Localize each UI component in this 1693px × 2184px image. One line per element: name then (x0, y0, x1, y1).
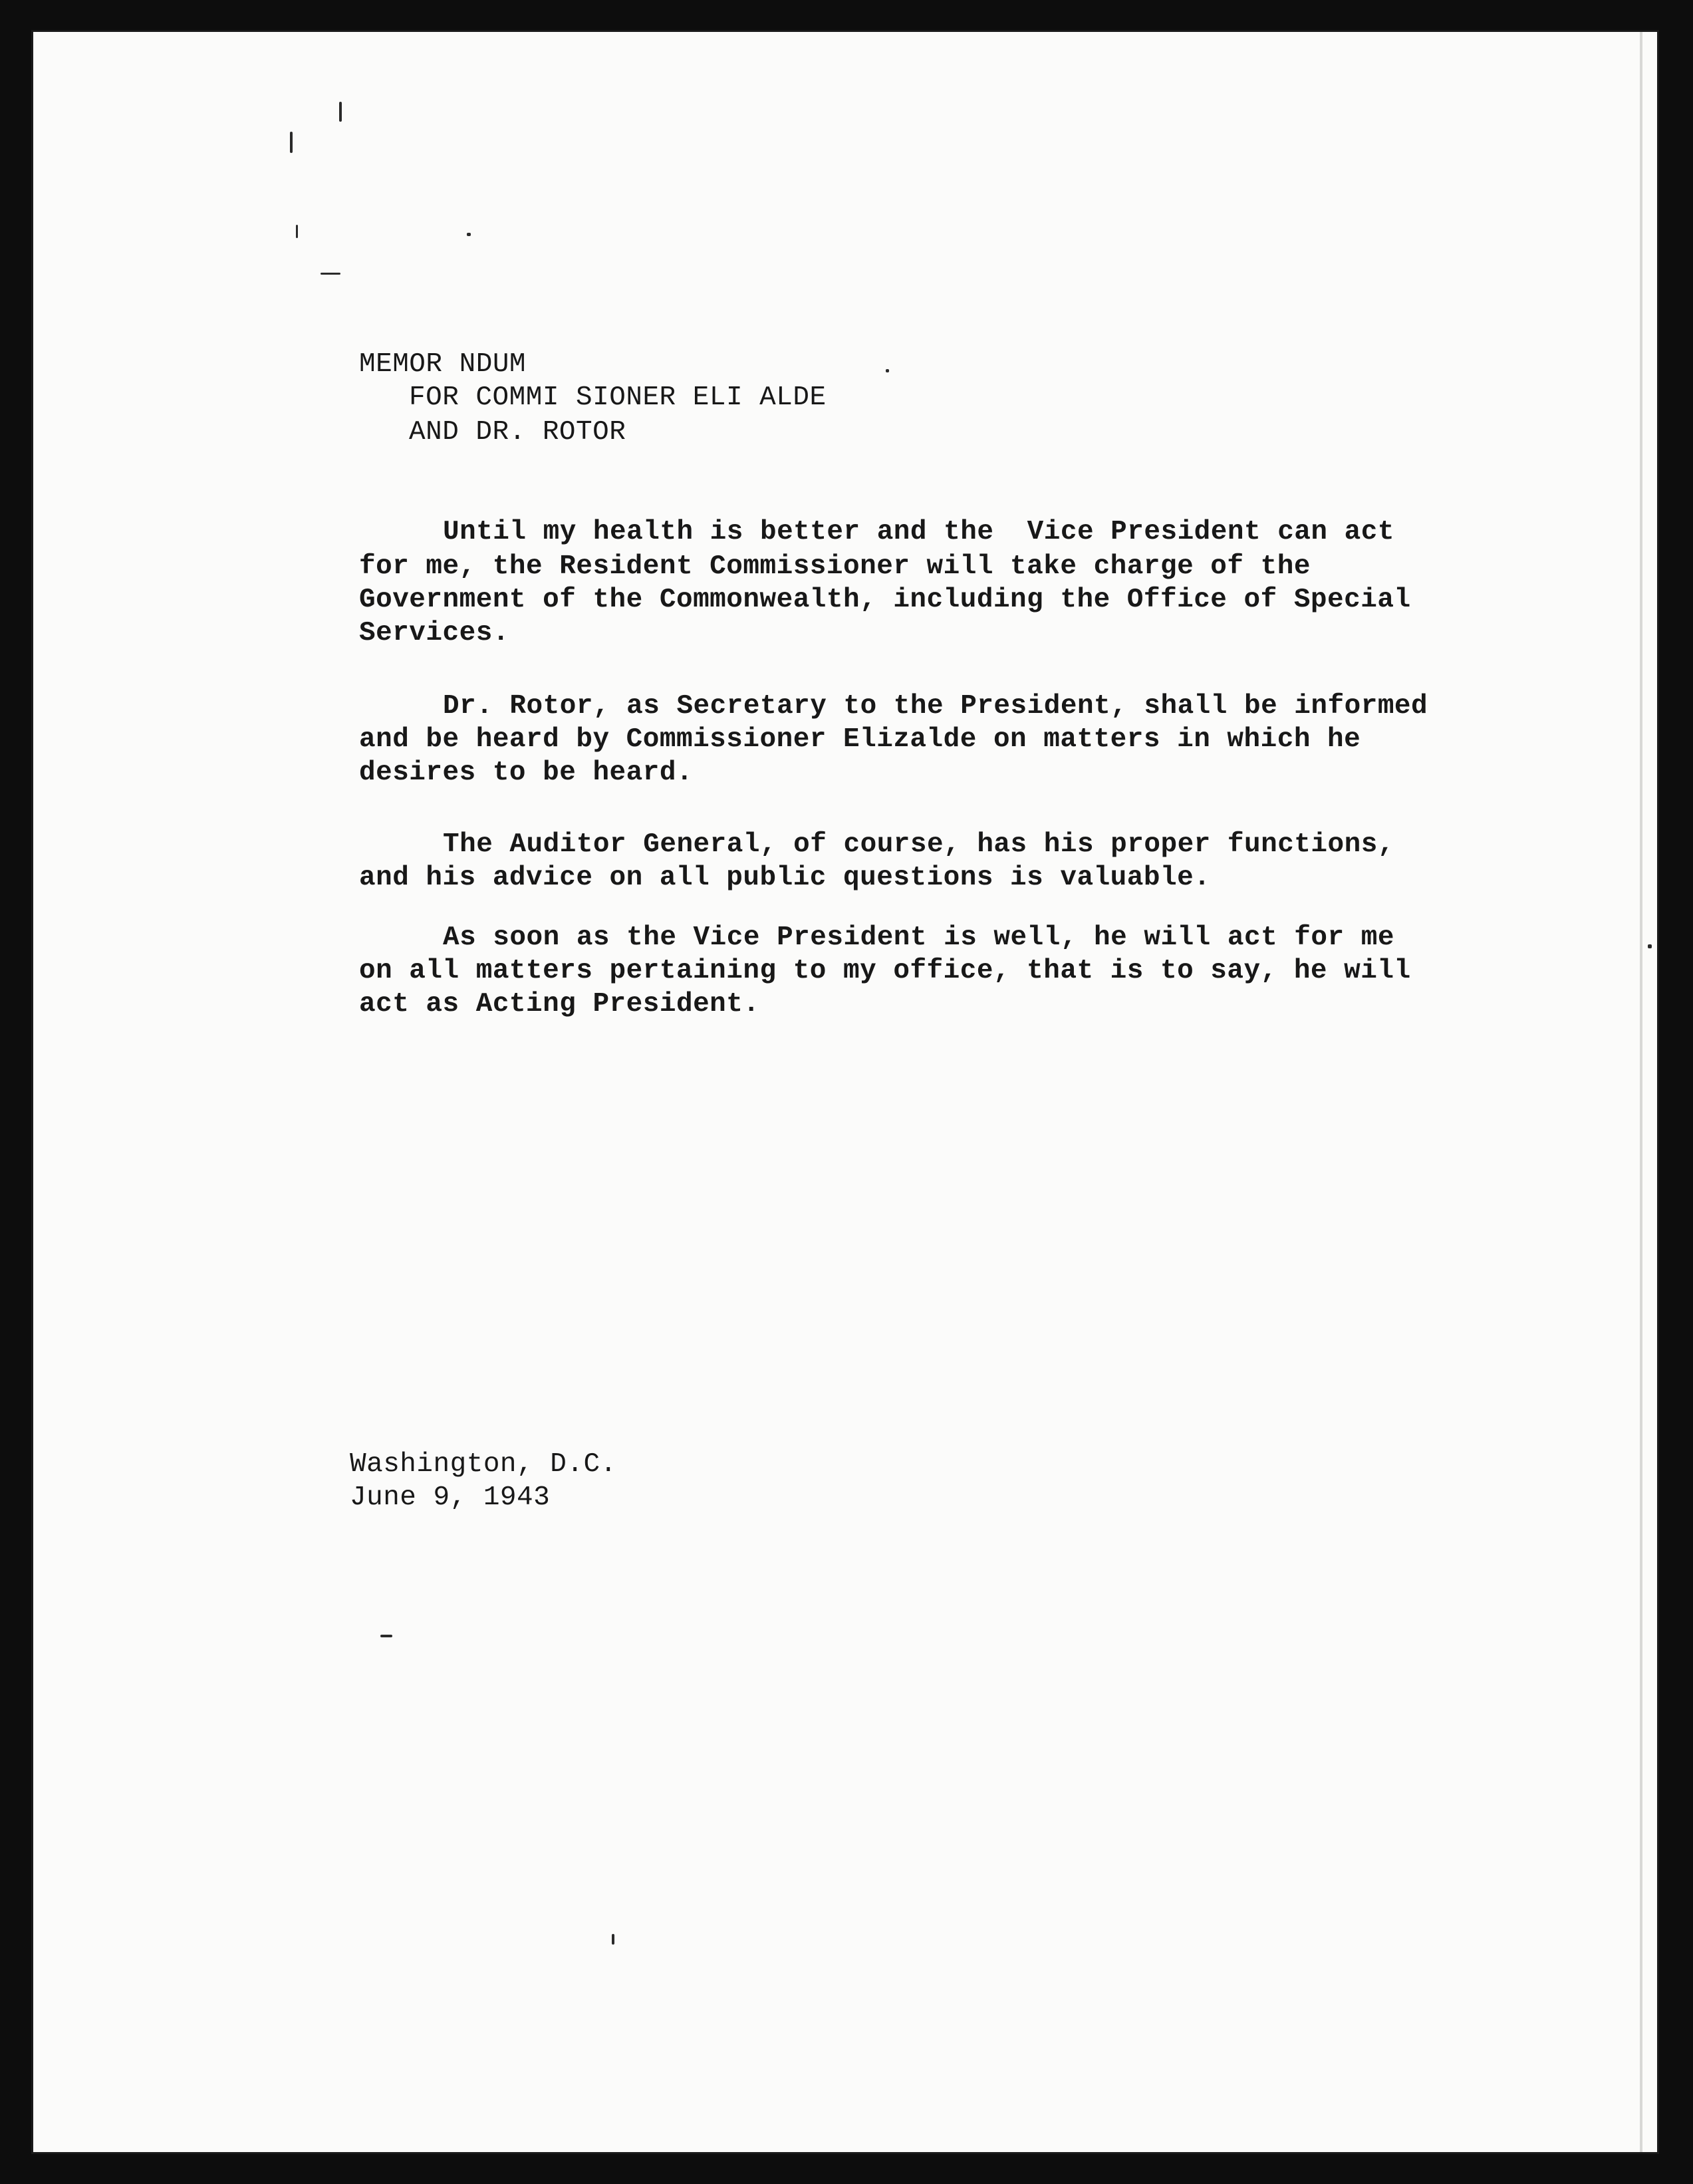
scan-mark (321, 273, 340, 275)
body-line: and his advice on all public questions is valuable. (359, 863, 1211, 893)
memo-addressee-line-1: FOR COMMI SIONER ELI ALDE (409, 382, 827, 413)
body-line: Dr. Rotor, as Secretary to the President, shall be informed (443, 691, 1428, 722)
scan-mark (886, 369, 889, 372)
body-line: desires to be heard. (359, 757, 694, 788)
body-line: Until my health is better and the Vice President can act (443, 517, 1394, 547)
memo-page (33, 32, 1657, 2152)
dateline-place: Washington, D.C. (350, 1449, 617, 1480)
body-line: As soon as the Vice President is well, he will act for me (443, 922, 1394, 953)
scan-mark (380, 1635, 392, 1637)
page-edge (1640, 32, 1642, 2152)
memo-heading: MEMOR NDUM (359, 349, 527, 380)
memo-addressee-line-2: AND DR. ROTOR (409, 417, 626, 448)
body-line: Services. (359, 618, 509, 648)
scan-mark (612, 1934, 614, 1945)
body-line: for me, the Resident Commissioner will take charge of the (359, 551, 1311, 582)
body-line: on all matters pertaining to my office, that is to say, he will (359, 956, 1411, 986)
body-line: The Auditor General, of course, has his proper functions, (443, 829, 1394, 860)
body-line: Government of the Commonwealth, including the Office of Special (359, 585, 1411, 615)
body-line: and be heard by Commissioner Elizalde on matters in which he (359, 724, 1361, 755)
scan-mark (296, 225, 298, 238)
body-line: act as Acting President. (359, 989, 760, 1020)
scan-mark (290, 132, 293, 153)
scan-mark (1648, 944, 1652, 948)
scan-mark (339, 102, 342, 122)
dateline-date: June 9, 1943 (350, 1482, 551, 1513)
scan-mark (467, 233, 471, 236)
